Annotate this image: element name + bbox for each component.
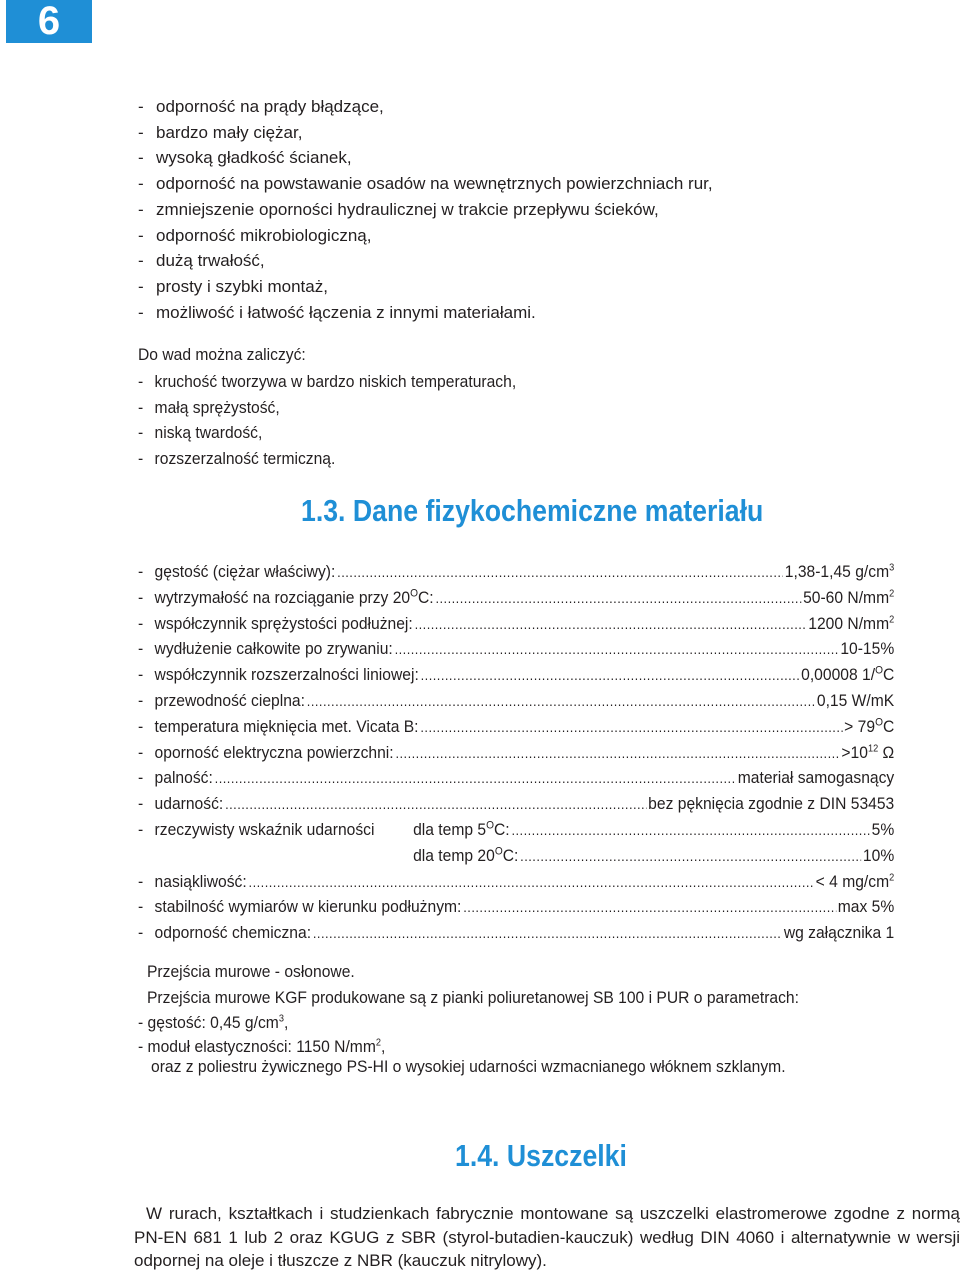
- list-dash: -: [138, 871, 144, 891]
- property-label: stabilność wymiarów w kierunku podłużnym:: [154, 897, 462, 917]
- properties-table: [138, 562, 894, 949]
- property-value: 1,38-1,45 $g/cm^3$: [784, 562, 895, 581]
- property-label: rzeczywisty wskaźnik udarności dla temp $5^OC$:: [154, 819, 510, 839]
- disadvantage-item: [138, 369, 516, 395]
- list-item-text: dużą trwałość,: [156, 251, 265, 271]
- list-dash: -: [138, 251, 144, 271]
- list-item-text: wysoką gładkość ścianek,: [156, 148, 352, 168]
- seals-paragraph: [134, 1202, 960, 1273]
- list-item-text: możliwość i łatwość łączenia z innymi materiałami.: [156, 302, 536, 322]
- dot-leader: [313, 925, 782, 941]
- property-label: palność:: [154, 768, 213, 788]
- advantages-list: [138, 94, 713, 325]
- property-value: wg załącznika 1: [783, 923, 895, 943]
- list-item-text: odporność mikrobiologiczną,: [156, 225, 372, 245]
- property-row: [138, 897, 894, 923]
- property-value: < 4 $mg/cm^2$: [815, 871, 895, 891]
- list-dash: -: [138, 794, 144, 814]
- property-row: [138, 872, 894, 898]
- list-dash: -: [138, 923, 144, 943]
- property-value: 10-15%: [840, 639, 895, 659]
- property-label: przewodność cieplna:: [154, 690, 305, 710]
- property-row: [138, 717, 894, 743]
- property-row: [138, 588, 894, 614]
- property-label: współczynnik rozszerzalności liniowej:: [154, 665, 419, 685]
- list-dash: -: [138, 122, 144, 142]
- list-item-text: małą sprężystość,: [154, 397, 280, 417]
- property-row: [138, 562, 894, 588]
- property-value: materiał samogasnący: [737, 768, 895, 788]
- property-label: gęstość (ciężar właściwy):: [154, 562, 336, 581]
- passage-text: Przejścia murowe KGF produkowane są z pianki poliuretanowej SB 100 i PUR o parametrach:: [147, 988, 799, 1007]
- dot-leader: [415, 616, 807, 632]
- list-dash: -: [138, 97, 144, 116]
- advantage-item: [138, 223, 713, 249]
- list-item-text: odporność na powstawanie osadów na wewnętrznych powierzchniach rur,: [156, 174, 713, 194]
- property-row: [138, 691, 894, 717]
- list-dash: -: [138, 897, 144, 917]
- property-value: > $79^OC$: [844, 716, 895, 736]
- passage-polyester: oraz z poliestru żywicznego PS-HI o wysokiej udarności wzmacnianego włóknem szklanym.: [151, 1057, 786, 1076]
- list-dash: -: [138, 372, 144, 391]
- property-row: [138, 639, 894, 665]
- advantage-item: [138, 300, 713, 326]
- property-row: [138, 614, 894, 640]
- property-label: oporność elektryczna powierzchni:: [154, 742, 394, 762]
- property-label: udarność:: [154, 794, 224, 814]
- list-dash: -: [138, 174, 144, 194]
- dot-leader: [420, 719, 842, 735]
- property-label: nasiąkliwość:: [154, 871, 247, 891]
- list-dash: -: [138, 276, 144, 296]
- list-dash: -: [138, 397, 144, 417]
- list-dash: -: [138, 199, 144, 219]
- dot-leader: [395, 641, 839, 657]
- list-dash: -: [138, 587, 144, 607]
- list-dash: -: [138, 225, 144, 245]
- disadvantage-item: [138, 446, 516, 472]
- list-dash: -: [138, 449, 144, 469]
- dot-leader: [249, 874, 814, 890]
- property-value: 50-60 $N/mm^2$: [803, 587, 895, 607]
- dot-leader: [337, 564, 783, 580]
- property-value: 5%: [871, 819, 895, 839]
- property-label: temperatura mięknięcia met. Vicata B:: [154, 716, 419, 736]
- advantage-item: [138, 171, 713, 197]
- dot-leader: [520, 848, 861, 864]
- advantage-item: [138, 248, 713, 274]
- list-item-text: bardzo mały ciężar,: [156, 122, 303, 142]
- advantage-item: [138, 145, 713, 171]
- disadvantage-item: [138, 420, 516, 446]
- property-row: [138, 743, 894, 769]
- list-item-text: niską twardość,: [154, 423, 263, 443]
- section-heading-1-3: 1.3. Dane fizykochemiczne materiału: [301, 493, 764, 528]
- list-dash: -: [138, 302, 144, 322]
- list-dash: -: [138, 742, 144, 762]
- dot-leader: [395, 745, 839, 761]
- disadvantages-heading: Do wad można zaliczyć:: [138, 345, 306, 364]
- list-dash: -: [138, 819, 144, 839]
- list-dash: -: [138, 613, 144, 633]
- property-row: [138, 820, 894, 846]
- property-label: odporność chemiczna:: [154, 923, 312, 943]
- passage-modulus: - moduł elastyczności: 1150 $N/mm^2$,: [138, 1037, 386, 1056]
- dot-leader: [463, 899, 836, 915]
- list-item-text: odporność na prądy błądzące,: [156, 97, 384, 116]
- dot-leader: [435, 590, 801, 606]
- property-row: [138, 794, 894, 820]
- section-heading-1-4: 1.4. Uszczelki: [455, 1138, 627, 1173]
- disadvantage-item: [138, 395, 516, 421]
- page-number-badge: 6: [6, 0, 92, 43]
- list-dash: -: [138, 690, 144, 710]
- list-dash: -: [138, 562, 144, 581]
- advantage-item: [138, 197, 713, 223]
- property-value: 0,00008 1/$^O$C: [801, 664, 895, 685]
- property-row: [138, 923, 894, 949]
- list-dash: -: [138, 639, 144, 659]
- dot-leader: [511, 822, 869, 838]
- list-item-text: prosty i szybki montaż,: [156, 276, 328, 296]
- dot-leader: [215, 770, 736, 786]
- property-label: wydłużenie całkowite po zrywaniu:: [154, 639, 393, 659]
- dot-leader: [225, 796, 646, 812]
- property-row: [138, 665, 894, 691]
- property-value: bez pęknięcia zgodnie z DIN 53453: [648, 794, 895, 814]
- advantage-item: [138, 94, 713, 120]
- seals-text: W rurach, kształtkach i studzienkach fabrycznie montowane są uszczelki elastromerowe zgodne z normą PN-EN 681 1 lub 2 oraz KGUG z SBR (styrol-butadien-kauczuk) według DIN 4060 i alternatywnie w wersji odpornej na oleje i tłuszcze z NBR (kauczuk nitrylowy).: [134, 1204, 960, 1270]
- advantage-item: [138, 274, 713, 300]
- dot-leader: [421, 667, 800, 683]
- property-label: wytrzymałość na rozciąganie przy $20^OC$:: [154, 587, 434, 607]
- passage-heading: Przejścia murowe - osłonowe.: [147, 962, 355, 981]
- property-row: [138, 768, 894, 794]
- property-value: 10%: [862, 845, 895, 865]
- dot-leader: [307, 693, 815, 709]
- list-dash: -: [138, 716, 144, 736]
- property-row: [138, 846, 894, 872]
- list-dash: -: [138, 665, 144, 685]
- list-dash: -: [138, 768, 144, 788]
- property-value: $>10^{12}$ Ω: [841, 742, 895, 762]
- list-dash: -: [138, 148, 144, 168]
- list-item-text: kruchość tworzywa w bardzo niskich temperaturach,: [154, 372, 517, 391]
- list-dash: -: [138, 423, 144, 443]
- disadvantages-list: [138, 369, 516, 472]
- property-value: 1200 $N/mm^2$: [808, 613, 895, 633]
- advantage-item: [138, 120, 713, 146]
- passage-density: - gęstość: 0,45 $g/cm^3$,: [138, 1013, 289, 1032]
- property-label: współczynnik sprężystości podłużnej:: [154, 613, 413, 633]
- list-item-text: zmniejszenie oporności hydraulicznej w trakcie przepływu ścieków,: [156, 199, 659, 219]
- property-label: dla temp $20^OC$:: [413, 845, 519, 865]
- list-item-text: rozszerzalność termiczną.: [154, 449, 336, 469]
- property-value: max 5%: [837, 897, 895, 917]
- property-value: 0,15 W/mK: [816, 690, 895, 710]
